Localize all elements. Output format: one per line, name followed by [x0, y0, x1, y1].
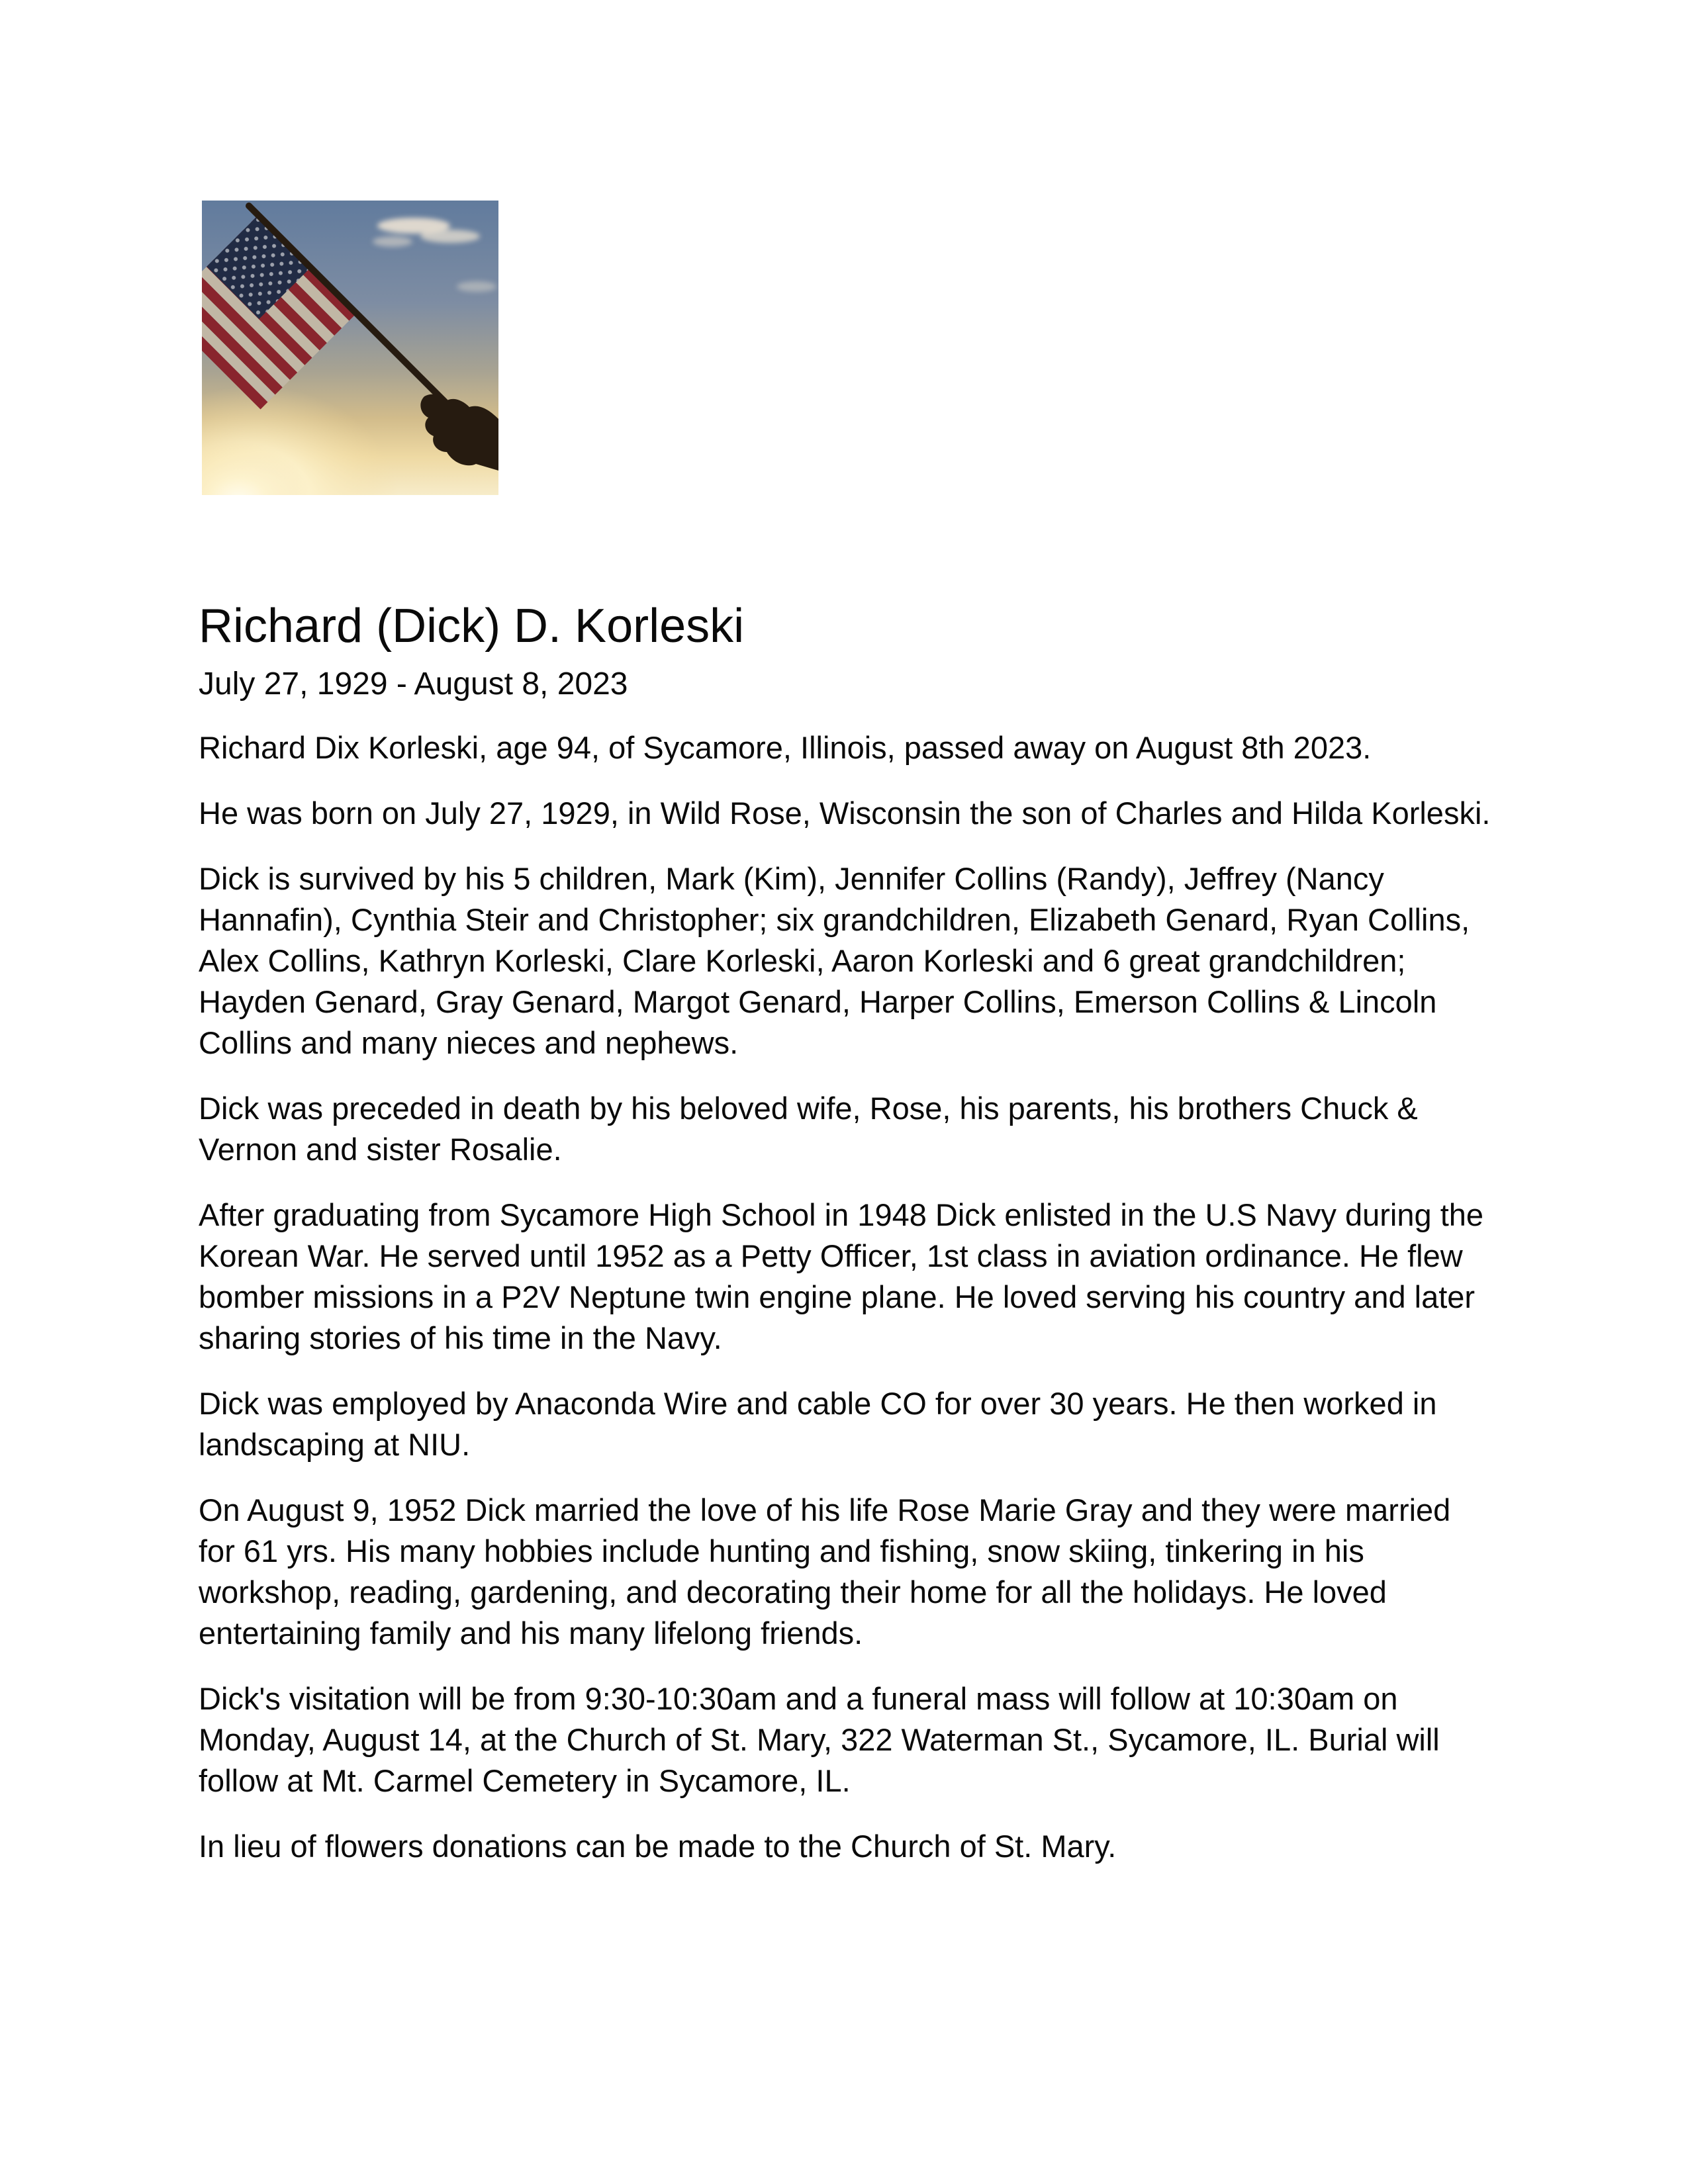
obituary-paragraph: Dick is survived by his 5 children, Mark (Kim), Jennifer Collins (Randy), Jeffrey (Nancy Hannafin), Cynthia Steir and Christopher; six grandchildren, Elizabeth Genard, Ryan Collins, Alex Collins, Kathryn Korleski, Clare Korleski, Aaron Korleski and 6 great grandchildren; Hayden Genard, Gray Genard, Margot Genard, Harper Collins, Emerson Collins & Lincoln Collins and many nieces and nephews. — [199, 861, 1470, 1060]
obituary-paragraph: Dick was employed by Anaconda Wire and cable CO for over 30 years. He then worked in landscaping at NIU. — [199, 1386, 1437, 1462]
obituary-paragraph: Dick was preceded in death by his beloved wife, Rose, his parents, his brothers Chuck & Vernon and sister Rosalie. — [199, 1091, 1418, 1167]
obituary-paragraph: He was born on July 27, 1929, in Wild Rose, Wisconsin the son of Charles and Hilda Korleski. — [199, 796, 1491, 831]
obituary-paragraph: Dick's visitation will be from 9:30-10:30am and a funeral mass will follow at 10:30am on Monday, August 14, at the Church of St. Mary, 322 Waterman St., Sycamore, IL. Burial will follow at Mt. Carmel Cemetery in Sycamore, IL. — [199, 1681, 1440, 1798]
obituary-text — [199, 727, 1495, 1891]
flag-photo-graphic — [202, 201, 498, 495]
page-title: Richard (Dick) D. Korleski — [199, 600, 745, 653]
life-dates: July 27, 1929 - August 8, 2023 — [199, 666, 628, 702]
obituary-paragraph: In lieu of flowers donations can be made to the Church of St. Mary. — [199, 1829, 1117, 1864]
obituary-paragraph: Richard Dix Korleski, age 94, of Sycamore, Illinois, passed away on August 8th 2023. — [199, 730, 1372, 765]
obituary-paragraph: After graduating from Sycamore High School in 1948 Dick enlisted in the U.S Navy during the Korean War. He served until 1952 as a Petty Officer, 1st class in aviation ordinance. He flew bomber missions in a P2V Neptune twin engine plane. He loved serving his country and later sharing stories of his time in the Navy. — [199, 1197, 1484, 1355]
obituary-paragraph: On August 9, 1952 Dick married the love of his life Rose Marie Gray and they were married for 61 yrs. His many hobbies include hunting and fishing, snow skiing, tinkering in his workshop, reading, gardening, and decorating their home for all the holidays. He loved entertaining family and his many lifelong friends. — [199, 1492, 1451, 1651]
flag-photo — [202, 201, 498, 495]
